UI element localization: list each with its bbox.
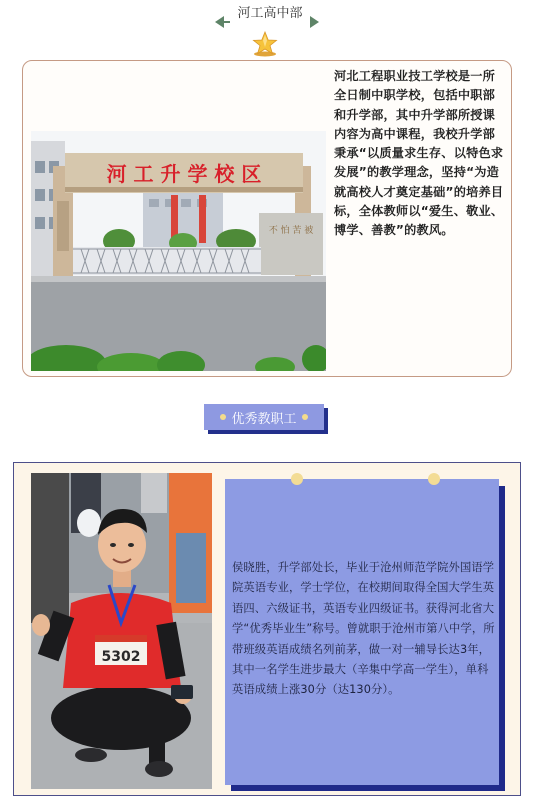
section-header — [0, 0, 534, 62]
pin-left-icon — [291, 473, 303, 485]
school-intro-text: 河北工程职业技工学校是一所全日制中职学校，包括中职部和升学部，其中升学部所授课内容为高中课程，我校升学部秉承“以质量求生存、以特色求发展”的教学理念，坚持“为造就高校人才奠定基础”的培养目标，全体教师以“爱生、敬业、博学、善教”的教风。 — [334, 69, 504, 238]
star-icon — [252, 31, 278, 57]
badge-body — [204, 404, 324, 430]
staff-bio-text: 侯晓胜，升学部处长，毕业于沧州师范学院外国语学院英语专业，学士学位，在校期间取得全国大学生英语四、六级证书，英语专业四级证书。获得河北省大学“优秀毕业生”称号。曾就职于沧州市第八中学，所带班级英语成绩名列前茅，做一对一辅导长达3年，其中一名学生进步最大（辛集中学高一学生），单科英语成绩上涨30分（达130分）。 — [232, 561, 495, 697]
badge-label: 优秀教职工 — [231, 411, 297, 427]
badge-dot-left — [220, 414, 226, 420]
header-title: 河工高中部 — [230, 5, 310, 23]
pin-right-icon — [428, 473, 440, 485]
school-gate-photo — [31, 131, 326, 371]
section-badge — [204, 404, 328, 434]
arrow-right-icon — [310, 16, 319, 28]
school-intro-card — [22, 60, 512, 377]
race-bib-number: 5302 — [101, 649, 141, 665]
staff-profile-card — [13, 462, 521, 796]
badge-dot-right — [302, 414, 308, 420]
staff-portrait-photo — [31, 473, 212, 789]
stone-inscription: 不 怕 苦 被 — [268, 226, 314, 236]
arrow-left-icon — [215, 16, 224, 28]
gate-sign-text: 河 工 升 学 校 区 — [106, 162, 262, 186]
